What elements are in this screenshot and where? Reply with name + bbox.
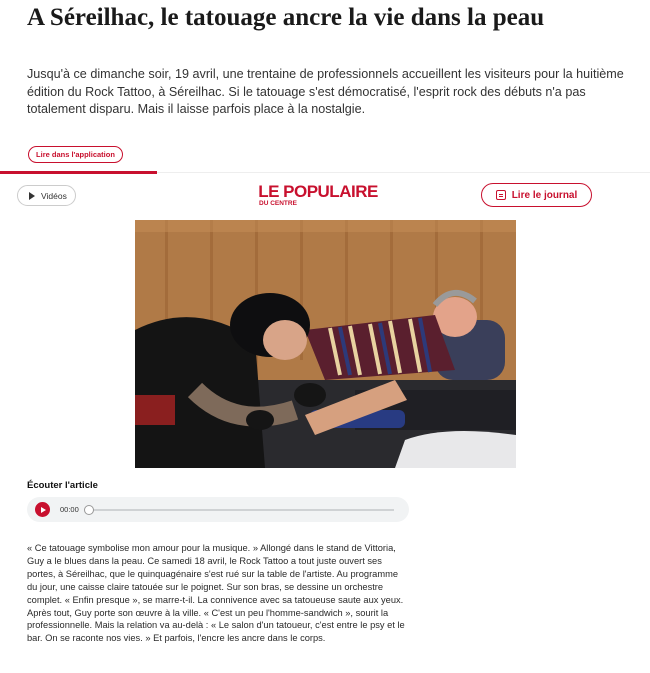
videos-button[interactable]: [17, 185, 76, 206]
listen-article-title: Écouter l'article: [27, 480, 98, 491]
article-body: [27, 542, 409, 645]
audio-progress-track[interactable]: [88, 509, 394, 511]
article-chapo: Jusqu'à ce dimanche soir, 19 avril, une trentaine de professionnels accueillent les visiteurs pour la huitième édition du Rock Tattoo, à Séreilhac. Si le tatouage s'est démocratisé, l'esprit rock des débuts n'a pas totalement disparu. Mais il laisse parfois place à la nostalgie.: [27, 67, 624, 116]
play-icon: [41, 507, 46, 513]
videos-button-label: Vidéos: [41, 190, 67, 201]
read-in-app-button[interactable]: Lire dans l'application: [28, 146, 123, 163]
read-journal-label: Lire le journal: [511, 189, 578, 201]
audio-time: 00:00: [60, 505, 79, 514]
section-divider: [157, 172, 650, 173]
logo-wordmark: LE POPULAIRE: [258, 182, 378, 201]
audio-play-button[interactable]: [35, 502, 50, 517]
read-journal-button[interactable]: [481, 183, 592, 207]
audio-progress-thumb[interactable]: [84, 505, 94, 515]
section-divider-accent: [0, 171, 157, 174]
play-icon: [29, 192, 35, 200]
article-photo: [135, 220, 516, 468]
newspaper-icon: [496, 190, 506, 200]
article-headline: A Séreilhac, le tatouage ancre la vie dans la peau: [27, 4, 545, 31]
audio-player[interactable]: [27, 497, 409, 522]
logo-subtitle: DU CENTRE: [259, 200, 297, 207]
site-logo[interactable]: [258, 183, 378, 207]
article-paragraph: « Ce tatouage symbolise mon amour pour la musique. » Allongé dans le stand de Vittoria, Guy a le blues dans la peau. Ce samedi 18 avril, le Rock Tattoo a tout juste ouvert ses portes, à Séreilhac, que le quinquagénaire s'est rué sur la table de l'artiste. Au programme du jour, une caisse claire tatouée sur le poignet. Sur son bras, se dessine un orchestre complet. « Enfin presque », se marre-t-il. La connivence avec sa tatoueuse saute aux yeux. Après tout, Guy porte son œuvre à la ville. « C'est un peu l'homme-sandwich », sourit la professionnelle. Mais la relation va au-delà : « Le salon d'un tatoueur, c'est entre le psy et le bar. On se raconte nos vies. » Et parfois, l'encre les ancre dans le corps.: [27, 543, 405, 644]
